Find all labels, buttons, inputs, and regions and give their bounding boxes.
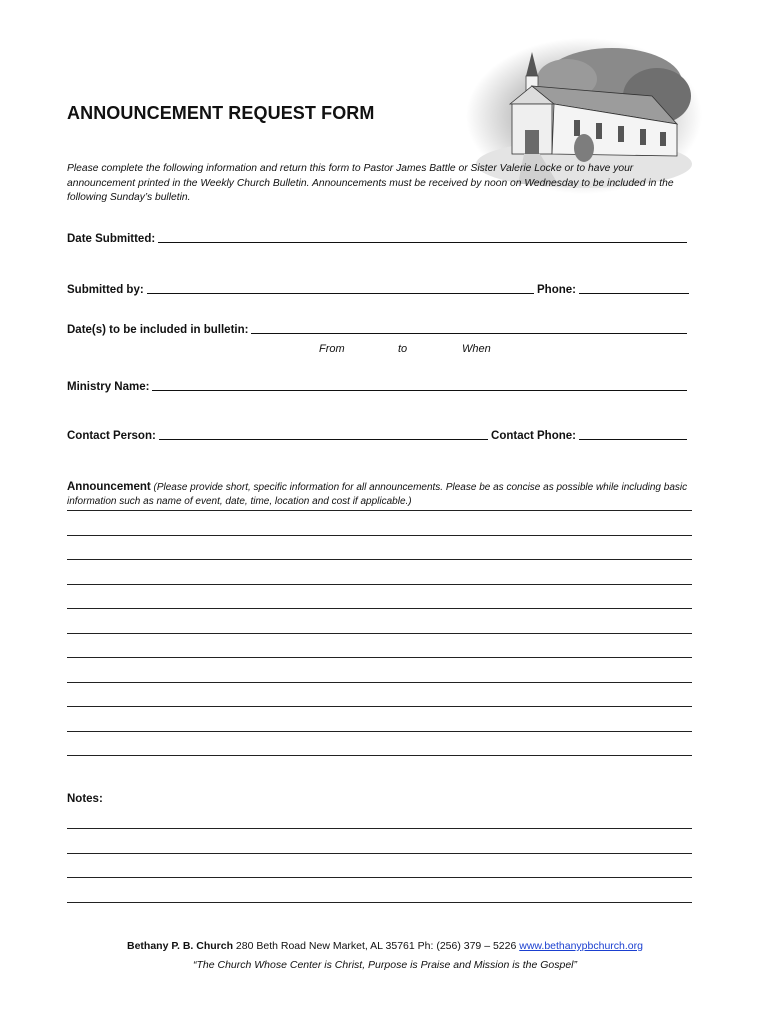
ministry-name-label: Ministry Name: bbox=[67, 381, 150, 393]
announcement-line[interactable] bbox=[67, 584, 692, 585]
notes-line[interactable] bbox=[67, 902, 692, 903]
announcement-line[interactable] bbox=[67, 682, 692, 683]
phone-field[interactable] bbox=[579, 283, 689, 294]
contact-phone-field[interactable] bbox=[579, 429, 687, 440]
submitted-by-field[interactable] bbox=[147, 283, 534, 294]
from-label: From bbox=[319, 343, 345, 355]
phone-label: Phone: bbox=[537, 284, 576, 296]
date-submitted-label: Date Submitted: bbox=[67, 233, 156, 245]
form-instructions: Please complete the following information and return this form to Pastor James Battle or Sister Valerie Locke or to have your announcement printed in the Weekly Church Bulletin. Announcements must be received by noon on Wednesday to be included in the following Sunday’s bulletin. bbox=[67, 163, 674, 203]
footer-contact bbox=[0, 940, 770, 952]
announcement-line[interactable] bbox=[67, 755, 692, 756]
notes-label: Notes: bbox=[67, 793, 103, 805]
contact-person-label: Contact Person: bbox=[67, 430, 156, 442]
footer-website-link[interactable]: www.bethanypbchurch.org bbox=[519, 940, 643, 952]
date-submitted-row bbox=[67, 232, 690, 245]
form-title: ANNOUNCEMENT REQUEST FORM bbox=[67, 103, 375, 123]
notes-line[interactable] bbox=[67, 877, 692, 878]
ministry-name-row bbox=[67, 380, 690, 393]
footer-motto: “The Church Whose Center is Christ, Purpose is Praise and Mission is the Gospel” bbox=[193, 959, 577, 971]
announcement-line[interactable] bbox=[67, 608, 692, 609]
notes-line[interactable] bbox=[67, 853, 692, 854]
contact-phone-label: Contact Phone: bbox=[491, 430, 576, 442]
announcement-line[interactable] bbox=[67, 706, 692, 707]
ministry-name-field[interactable] bbox=[152, 380, 687, 391]
when-label: When bbox=[462, 343, 491, 355]
announcement-line[interactable] bbox=[67, 510, 692, 511]
contact-row bbox=[67, 429, 690, 442]
bulletin-dates-label: Date(s) to be included in bulletin: bbox=[67, 324, 249, 336]
announcement-instructions: (Please provide short, specific information for all announcements. Please be as concise as possible while including basic information such as name of event, date, time, location and cost if applicable.) bbox=[67, 482, 688, 507]
submitted-by-row bbox=[67, 283, 692, 296]
to-label: to bbox=[398, 343, 408, 355]
footer-church-name: Bethany P. B. Church bbox=[127, 940, 233, 952]
announcement-line[interactable] bbox=[67, 657, 692, 658]
announcement-label: Announcement bbox=[67, 481, 151, 493]
bulletin-dates-field[interactable] bbox=[251, 323, 687, 334]
announcement-line[interactable] bbox=[67, 731, 692, 732]
contact-person-field[interactable] bbox=[159, 429, 488, 440]
submitted-by-label: Submitted by: bbox=[67, 284, 144, 296]
bulletin-dates-row bbox=[67, 323, 690, 336]
announcement-heading bbox=[67, 480, 695, 509]
announcement-line[interactable] bbox=[67, 633, 692, 634]
notes-line[interactable] bbox=[67, 828, 692, 829]
date-submitted-field[interactable] bbox=[158, 232, 687, 243]
footer-address: 280 Beth Road New Market, AL 35761 Ph: (256) 379 – 5226 bbox=[235, 940, 517, 952]
announcement-line[interactable] bbox=[67, 535, 692, 536]
announcement-line[interactable] bbox=[67, 559, 692, 560]
